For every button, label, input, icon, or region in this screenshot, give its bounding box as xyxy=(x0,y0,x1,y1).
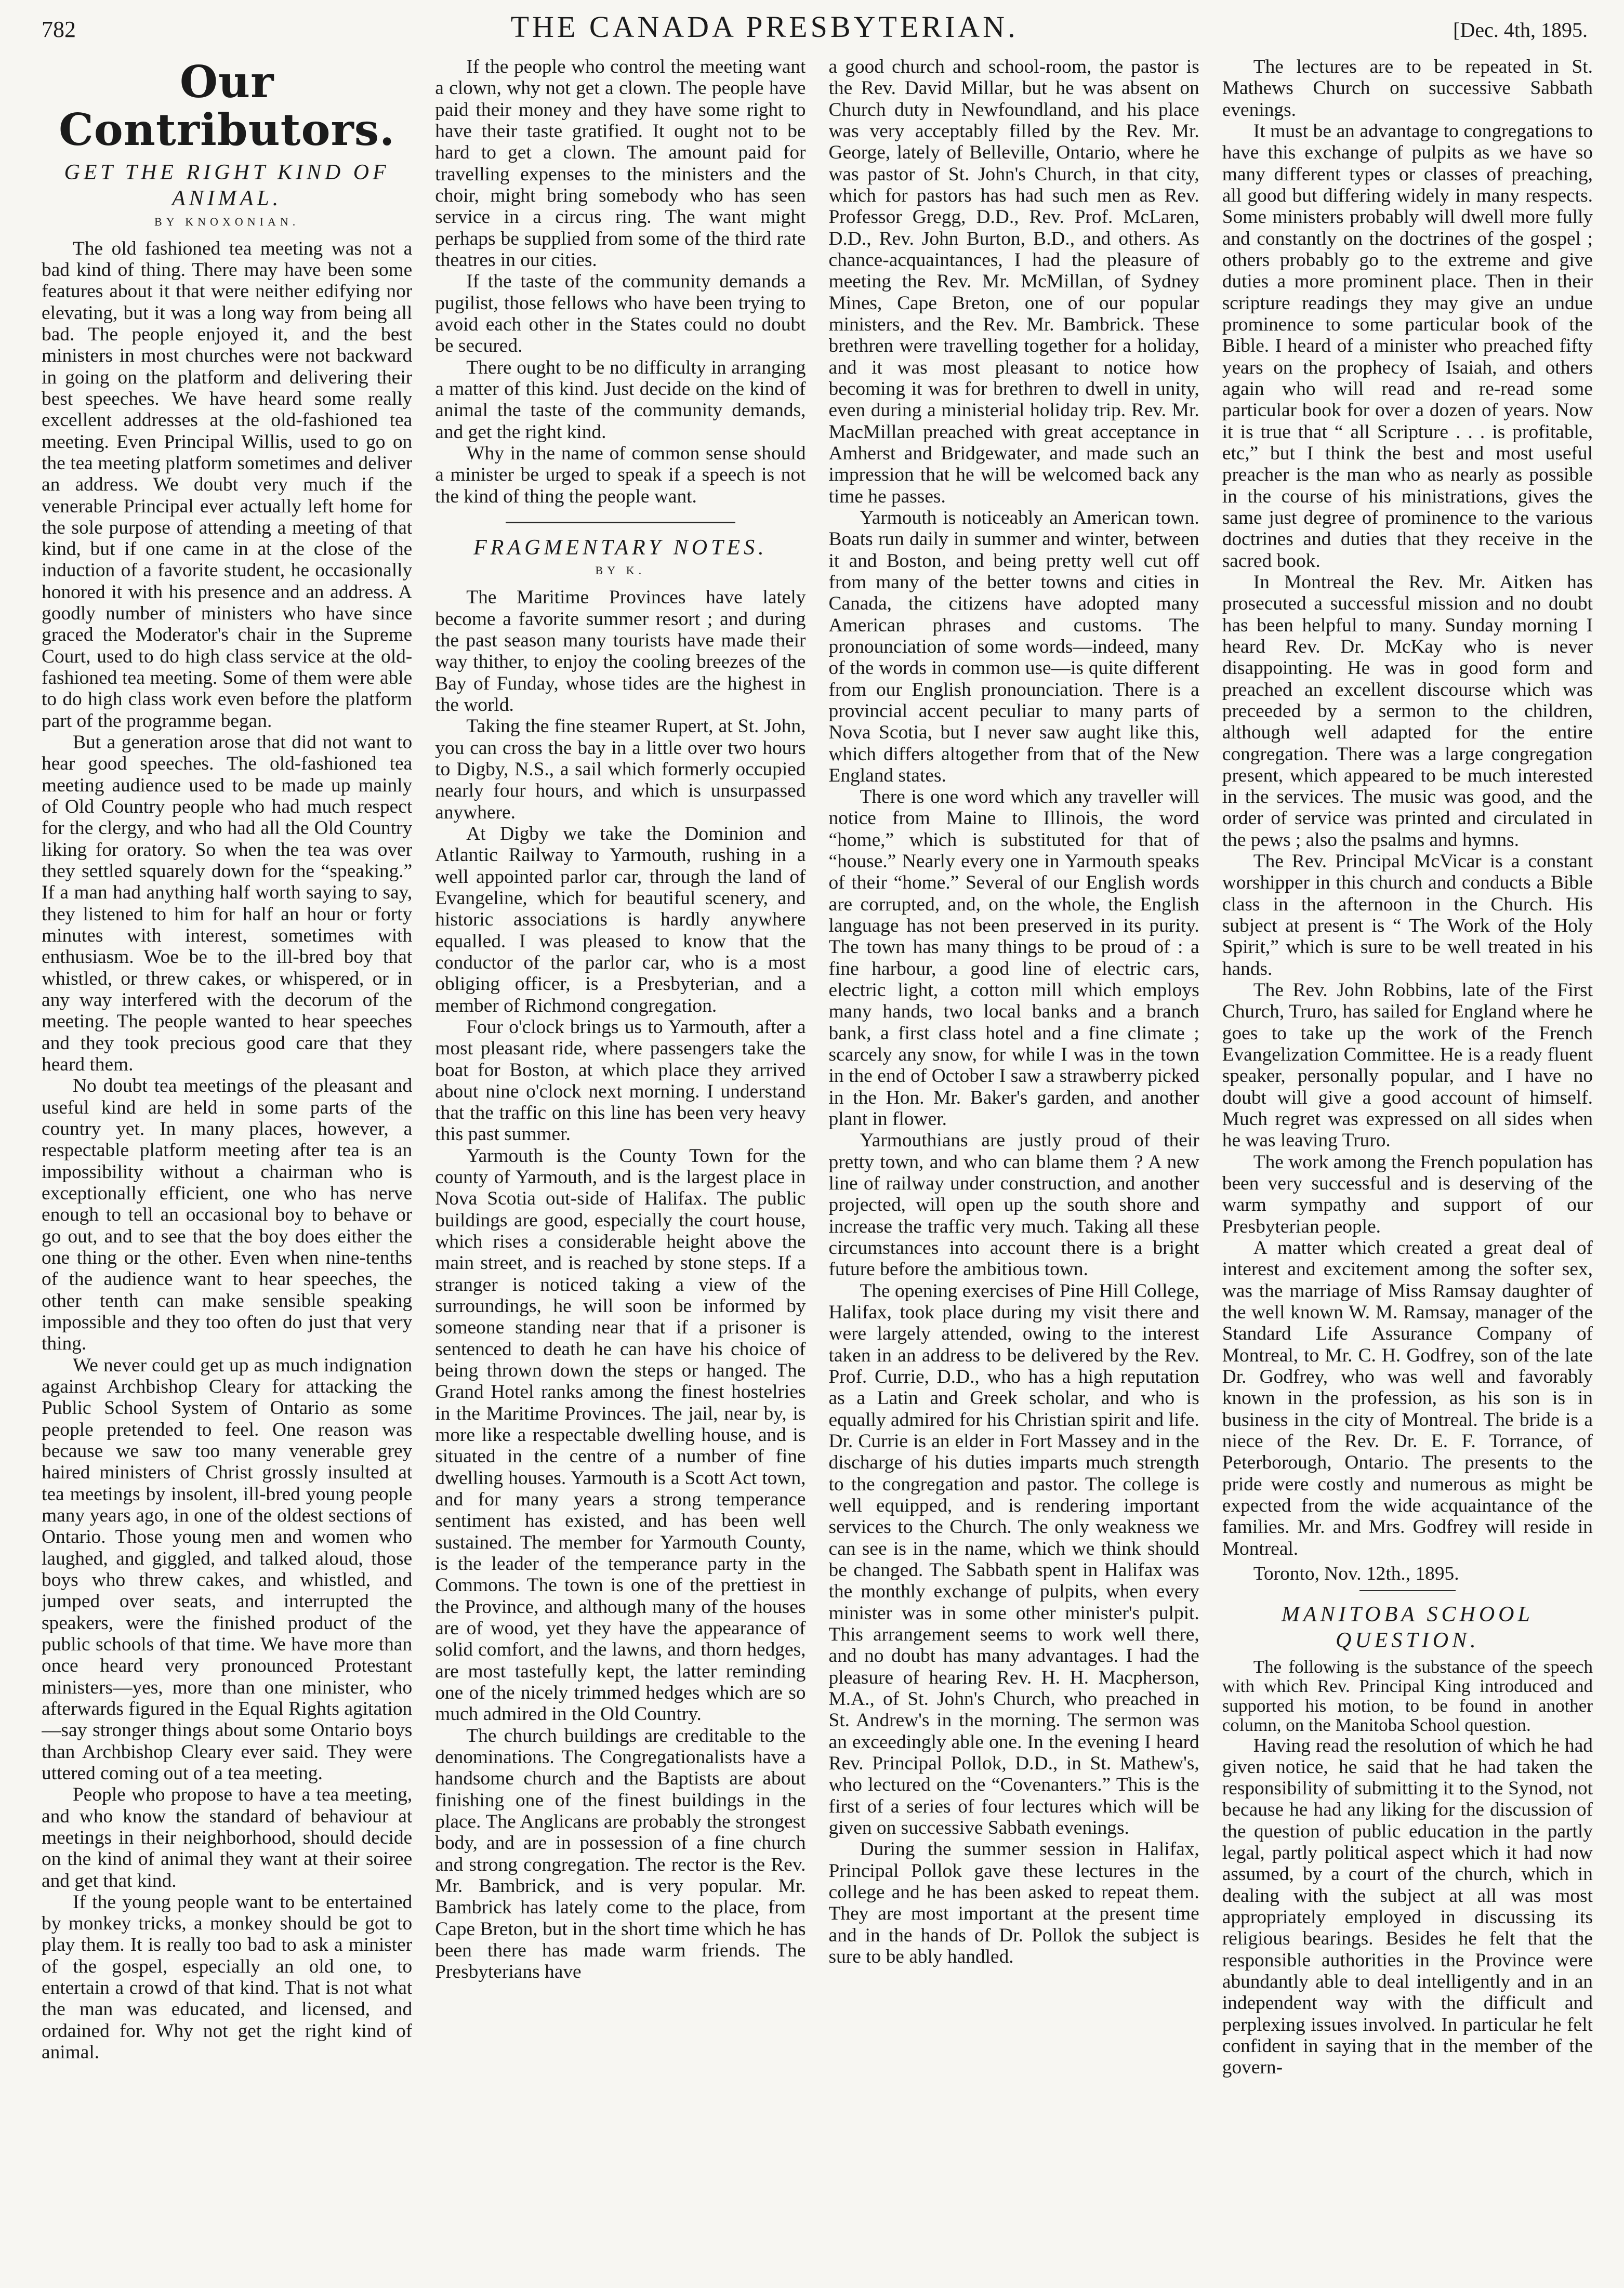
paragraph: There is one word which any traveller will notice from Maine to Illinois, the word “home,” which is substituted for that of “house.” Nearly every one in Yarmouth speaks of their “home.” Several of our English words are corrupted, and, on the whole, the English language has not been preserved in its purity. The town has many things to be proud of : a fine harbour, a good line of electric cars, electric light, a cotton mill which employs many hands, two local banks and a branch bank, a first class hotel and a fine climate ; scarcely any snow, for while I was in the town in the end of October I saw a strawberry picked in the Hon. Mr. Baker's garden, and another plant in flower. xyxy=(828,786,1199,1130)
column-1 xyxy=(42,56,412,2275)
page-header xyxy=(42,9,1588,46)
paragraph: During the summer session in Halifax, Principal Pollok gave these lectures in the college and he has been asked to repeat them. They are most important at the present time and in the hands of Dr. Pollok the subject is sure to be ably handled. xyxy=(828,1839,1199,1967)
paragraph: We never could get up as much indignation against Archbishop Cleary for attacking the Public School System of Ontario as some people pretended to feel. One reason was because we saw too many venerable grey haired ministers of Christ grossly insulted at tea meetings by insolent, ill-bred young people many years ago, in one of the oldest sections of Ontario. Those young men and women who laughed, and giggled, and talked aloud, those boys who threw cakes, and whistled, and jumped over seats, and interrupted the speakers, were the finished product of the public schools of that time. We have more than once heard very pronounced Protestant ministers—yes, more than one minister, who afterwards figured in the Equal Rights agitation—say stronger things about some Ontario boys than Archbishop Cleary ever said. They were uttered coming out of a tea meeting. xyxy=(42,1354,413,1784)
paragraph: It must be an advantage to congregations to have this exchange of pulpits as we have so many different types or classes of preaching, all good but differing widely in many respects. Some ministers probably will dwell more fully and constantly on the doctrines of the gospel ; others probably go to the extreme and give duties a more prominent place. Then in their scripture readings they may give an undue prominence to some particular book of the Bible. I heard of a minister who preached fifty years on the prophecy of Isaiah, and others again who will read and re-read some particular book for over a dozen of years. Now it is true that “ all Scripture . . . is profitable, etc,” but I think the best and most useful preacher is the man who as nearly as possible in the course of his ministrations, gives the same just degree of prominence to the various doctrines and duties that they receive in the sacred book. xyxy=(1222,120,1593,572)
paragraph: The church buildings are creditable to the denominations. The Congregationalists have a handsome church and the Baptists are about finishing one of the finest buildings in the place. The Anglicans are probably the strongest body, and are in possession of a fine church and strong congregation. The rector is the Rev. Mr. Bambrick, and is very popular. Mr. Bambrick has lately come to the place, from Cape Breton, but in the short time which he has been there has made warm friends. The Presbyterians have xyxy=(435,1725,806,1983)
paragraph: A matter which created a great deal of interest and excitement among the softer sex, was the marriage of Miss Ramsay daughter of the well known W. M. Ramsay, manager of the Standard Life Assurance Company of Montreal, to Mr. C. H. Godfrey, son of the late Dr. Godfrey, who was well and favorably known in the profession, as his son is in business in the city of Montreal. The bride is a niece of the Rev. Dr. E. F. Torrance, of Peterborough, Ontario. The presents to the pride were costly and numerous as might be expected from the wide acquaintance of the families. Mr. and Mrs. Godfrey will reside in Montreal. xyxy=(1222,1237,1593,1559)
paragraph: The opening exercises of Pine Hill College, Halifax, took place during my visit there and were largely attended, owing to the interest taken in an address to be delivered by the Rev. Prof. Currie, D.D., who has a high reputation as a Latin and Greek scholar, and who is equally admired for his Christian spirit and life. Dr. Currie is an elder in Fort Massey and in the discharge of his duties imparts much strength to the congregation and pastor. The college is well equipped, and is rendering important services to the Church. The only weakness we can see is in the name, which we think should be changed. The Sabbath spent in Halifax was the monthly exchange of pulpits, when every minister was in some other minister's pulpit. This arrangement seems to work well there, and no doubt has many advantages. I had the pleasure of hearing Rev. H. H. Macpherson, M.A., of St. John's Church, who preached in St. Andrew's in the morning. The sermon was an exceedingly able one. In the evening I heard Rev. Principal Pollok, D.D., in St. Mathew's, who lectured on the “Covenanters.” This is the first of a series of four lectures which will be given on successive Sabbath evenings. xyxy=(828,1280,1199,1839)
paragraph: No doubt tea meetings of the pleasant and useful kind are held in some parts of the country yet. In many places, however, a respectable platform meeting after tea is an impossibility without a chairman who is exceptionally efficient, one who has nerve enough to tell an occasional boy to behave or go out, and to see that the boy does either the one thing or the other. Even when nine-tenths of the audience want to hear speeches, the other tenth can make sensible speaking impossible and they too often do just that very thing. xyxy=(42,1075,413,1355)
paragraph: Taking the fine steamer Rupert, at St. John, you can cross the bay in a little over two hours to Digby, N.S., a sail which formerly occupied nearly four hours, and which is unsurpassed anywhere. xyxy=(435,716,806,823)
article-2-title: FRAGMENTARY NOTES. xyxy=(473,535,768,560)
article-2-signoff: Toronto, Nov. 12th., 1895. xyxy=(1253,1563,1459,1584)
article-1-title: GET THE RIGHT KIND OF ANIMAL. xyxy=(64,160,390,211)
paragraph: Yarmouth is the County Town for the county of Yarmouth, and is the largest place in Nova Scotia out-side of Halifax. The public buildings are good, especially the court house, which rises a considerable height above the main street, and is reached by stone steps. If a stranger is noticed taking a view of the surroundings, he will soon be informed by someone standing near that if a prisoner is sentenced to death he can have his choice of being thrown down the steps or hanged. The Grand Hotel ranks among the finest hostelries in the Maritime Provinces. The jail, near by, is more like a respectable dwelling house, and is situated in the centre of a number of fine dwelling houses. Yarmouth is a Scott Act town, and for many years a strong temperance sentiment has existed, and has been well sustained. The member for Yarmouth County, is the leader of the temperance party in the Commons. The town is one of the prettiest in the Province, and although many of the houses are of wood, yet they have the appearance of solid comfort, and the lawns, and thorn hedges, are most tastefully kept, the latter reminding one of the nicely trimmed hedges which are so much admired in the Old Country. xyxy=(435,1145,806,1725)
section-heading: Our Contributors. xyxy=(58,56,395,156)
paragraph: But a generation arose that did not want to hear good speeches. The old-fashioned tea meeting audience used to be made up mainly of Old Country people who had much respect for the clergy, and who had all the Old Country liking for oratory. So when the tea was over they settled squarely down for the “speaking.” If a man had anything half worth saying to say, they listened to him for half an hour or forty minutes with interest, sometimes with enthusiasm. Woe be to the ill-bred boy that whistled, or threw cakes, or whispered, or in any way interfered with the decorum of the meeting. The people wanted to hear speeches and they took precious good care that they heard them. xyxy=(42,732,413,1076)
paragraph: If the taste of the community demands a pugilist, those fellows who have been trying to avoid each other in the States could no doubt be secured. xyxy=(435,271,806,357)
article-2-byline: BY K. xyxy=(595,564,646,577)
article-columns xyxy=(42,56,1593,2275)
article-1-byline: BY KNOXONIAN. xyxy=(154,215,300,228)
paragraph: If the people who control the meeting want a clown, why not get a clown. The people have paid their money and they have some right to have their taste gratified. It ought not to be hard to get a clown. The amount paid for travelling expenses to the ministers and the choir, might bring somebody who has seen service in a circus ring. The want might perhaps be supplied from some of the third rate theatres in our cities. xyxy=(435,56,806,271)
paragraph: Why in the name of common sense should a minister be urged to speak if a speech is not the kind of thing the people want. xyxy=(435,442,806,507)
paragraph: At Digby we take the Dominion and Atlantic Railway to Yarmouth, rushing in a well appointed parlor car, through the land of Evangeline, which for beautiful scenery, and historic associations is hardly anywhere equalled. I was pleased to know that the conductor of the parlor car, who is a most obliging officer, is a Presbyterian, and a member of Richmond congregation. xyxy=(435,823,806,1016)
paragraph: In Montreal the Rev. Mr. Aitken has prosecuted a successful mission and no doubt has been helpful to many. Sunday morning I heard Rev. Dr. McKay who is never disappointing. He was in good form and preached an excellent discourse which was preceeded by a sermon to the children, although well adapted for the entire congregation. There was a large congregation present, which appeared to be much interested in the services. The music was good, and the order of service was printed and circulated in the pews ; also the psalms and hymns. xyxy=(1222,571,1593,851)
paragraph: The work among the French population has been very successful and is deserving of the warm sympathy and support of our Presbyterian people. xyxy=(1222,1151,1593,1237)
paragraph: The old fashioned tea meeting was not a bad kind of thing. There may have been some features about it that were neither edifying nor elevating, but it was a long way from being all bad. The people enjoyed it, and the best ministers in most churches were not backward in going on the platform and delivering their best speeches. We have heard some really excellent addresses at the old-fashioned tea meeting. Even Principal Willis, used to go on the tea meeting platform sometimes and deliver an address. We doubt very much if the venerable Principal ever actually left home for the sole purpose of attending a meeting of that kind, but if one came in at the close of the induction of a favorite student, he occasionally honored it with his presence and an address. A goodly number of ministers who have since graced the Moderator's chair in the Supreme Court, used to do high class service at the old-fashioned tea meeting. Some of them were able to do high class work even before the platform part of the programme began. xyxy=(42,237,413,732)
paragraph: The lectures are to be repeated in St. Mathews Church on successive Sabbath evenings. xyxy=(1222,56,1593,121)
paragraph: People who propose to have a tea meeting, and who know the standard of behaviour at meetings in their neighborhood, should decide on the kind of animal they want at their soiree and get that kind. xyxy=(42,1784,413,1892)
paragraph: The Maritime Provinces have lately become a favorite summer resort ; and during the past season many tourists have made their way thither, to enjoy the cooling breezes of the Bay of Funday, whose tides are the highest in the world. xyxy=(435,587,806,716)
section-divider xyxy=(1359,1590,1456,1591)
paragraph: Yarmouthians are justly proud of their pretty town, and who can blame them ? A new line of railway under construction, and another projected, will open up the south shore and increase the traffic very much. Taking all these circumstances into account there is a bright future before the ambitious town. xyxy=(828,1130,1199,1280)
paragraph: The following is the substance of the speech with which Rev. Principal King introduced and supported his motion, to be found in another column, on the Manitoba School question. xyxy=(1222,1656,1593,1736)
page-number: 782 xyxy=(42,17,76,42)
paragraph: Having read the resolution of which he had given notice, he said that he had taken the responsibility of submitting it to the Synod, not because he had any liking for the discussion of the question of public education in the partly legal, partly political aspect which it had now assumed, by a court of the church, which in dealing with the subject at all was most appropriately employed in discussing its religious bearings. Besides he felt that the responsible authorities in the Province were abundantly able to deal intelligently and in an independent way with the difficult and perplexing issues involved. In particular he felt confident in saying that in the member of the govern- xyxy=(1222,1735,1593,2079)
paragraph: There ought to be no difficulty in arranging a matter of this kind. Just decide on the kind of animal the taste of the community demands, and get the right kind. xyxy=(435,356,806,443)
column-2 xyxy=(435,56,806,2275)
paragraph: The Rev. John Robbins, late of the First Church, Truro, has sailed for England where he goes to take up the work of the French Evangelization Committee. He is a ready fluent speaker, personally popular, and I have no doubt will give a good account of himself. Much regret was expressed on all sides when he was leaving Truro. xyxy=(1222,980,1593,1152)
paragraph: The Rev. Principal McVicar is a constant worshipper in this church and conducts a Bible class in the afternoon in the Church. His subject at present is “ The Work of the Holy Spirit,” which is sure to be well treated in his hands. xyxy=(1222,851,1593,980)
column-3 xyxy=(829,56,1199,2275)
issue-date: [Dec. 4th, 1895. xyxy=(1453,18,1588,42)
article-3-title: MANITOBA SCHOOL QUESTION. xyxy=(1281,1602,1534,1653)
paragraph: If the young people want to be entertained by monkey tricks, a monkey should be got to play them. It is really too bad to ask a minister of the gospel, especially an old one, to entertain a crowd of that kind. That is not what the man was educated, and licensed, and ordained for. Why not get the right kind of animal. xyxy=(42,1891,413,2064)
column-4 xyxy=(1222,56,1593,2275)
section-divider xyxy=(506,522,735,523)
newspaper-title: THE CANADA PRESBYTERIAN. xyxy=(510,10,1019,44)
paragraph: Yarmouth is noticeably an American town. Boats run daily in summer and winter, between it and Boston, and being pretty well cut off from many of the better towns and cities in Canada, the citizens have adopted many American phrases and customs. The pronounciation of some words—indeed, many of the words in common use—is quite different from our English pronounciation. There is a provincial accent peculiar to many parts of Nova Scotia, but I never saw aught like this, which differs altogether from that of the New England states. xyxy=(828,507,1199,786)
paragraph: a good church and school-room, the pastor is the Rev. David Millar, but he was absent on Church duty in Newfoundland, and his place was very acceptably filled by the Rev. Mr. George, lately of Belleville, Ontario, where he was pastor of St. John's Church, in that city, which for pastors has had such men as Rev. Professor Gregg, D.D., Rev. Prof. McLaren, D.D., Rev. John Burton, B.D., and others. As chance-acquaintances, I had the pleasure of meeting the Rev. Mr. McMillan, of Sydney Mines, Cape Breton, one of our popular ministers, and the Rev. Mr. Bambrick. These brethren were travelling together for a holiday, and it was most pleasant to notice how becoming it was for brethren to dwell in unity, even during a ministerial holiday trip. Rev. Mr. MacMillan preached with great acceptance in Amherst and Bridgewater, and made such an impression that he will be welcomed back any time he passes. xyxy=(828,56,1199,507)
paragraph: Four o'clock brings us to Yarmouth, after a most pleasant ride, where passengers take the boat for Boston, at which place they arrived about nine o'clock next morning. I understand that the traffic on this line has been very heavy this past summer. xyxy=(435,1016,806,1145)
